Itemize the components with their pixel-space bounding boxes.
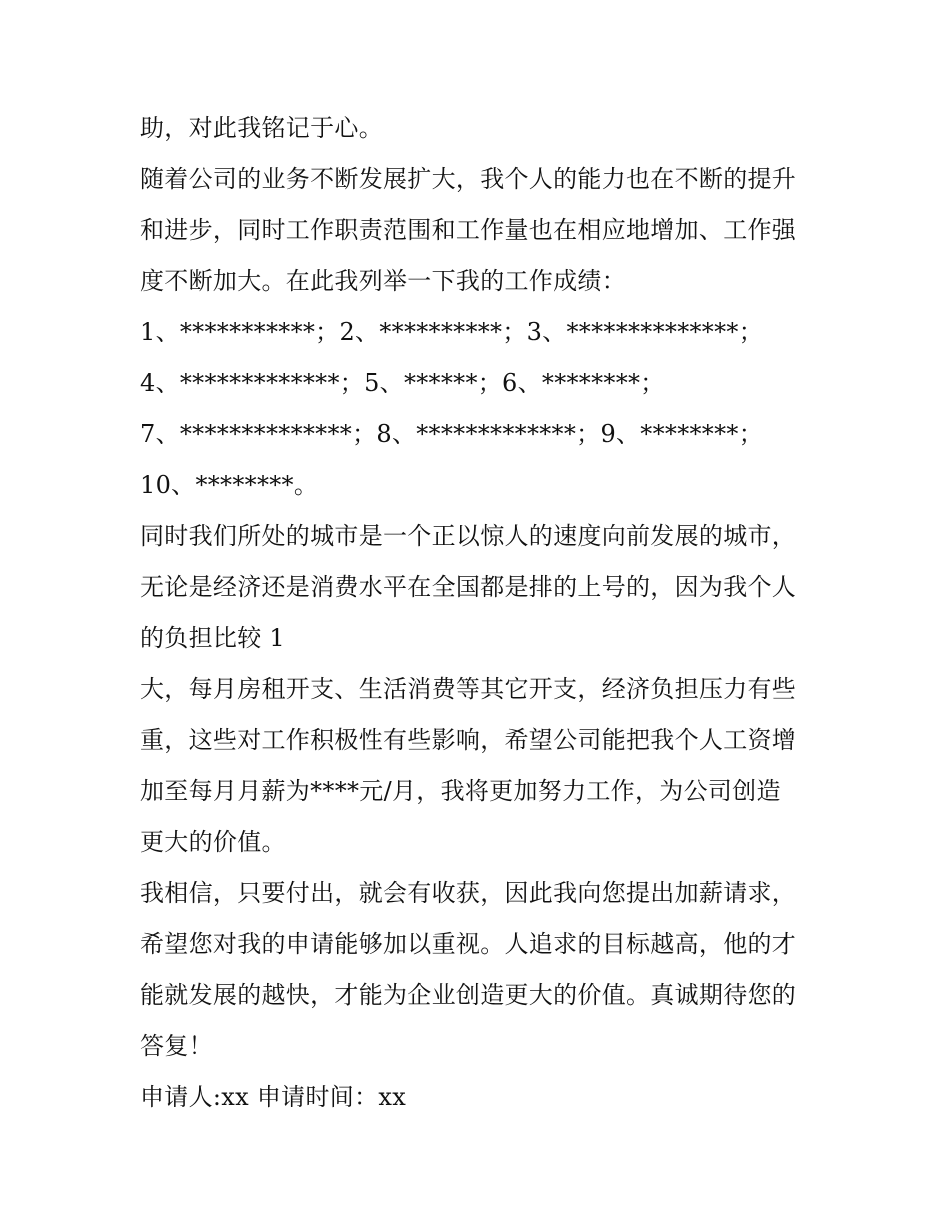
signature-line: 申请人:xx 申请时间：xx [140,1083,407,1111]
text-line: 同时我们所处的城市是一个正以惊人的速度向前发展的城市， [140,522,797,550]
text-line: 大，每月房租开支、生活消费等其它开支，经济负担压力有些 [140,675,797,703]
achievement-line: 7、**************；8、*************；9、********； [140,420,764,448]
text-line: 的负担比较 1 [140,624,285,652]
text-line: 重，这些对工作积极性有些影响，希望公司能把我个人工资增 [140,726,797,754]
text-line: 无论是经济还是消费水平在全国都是排的上号的，因为我个人 [140,573,797,601]
achievement-line: 10、********。 [140,471,319,499]
document-body [140,103,820,1123]
text-line: 随着公司的业务不断发展扩大，我个人的能力也在不断的提升 [140,165,797,193]
text-line: 度不断加大。在此我列举一下我的工作成绩： [140,267,626,295]
text-line: 更大的价值。 [140,828,286,856]
text-line: 能就发展的越快，才能为企业创造更大的价值。真诚期待您的 [140,981,797,1009]
text-line: 助，对此我铭记于心。 [140,114,383,142]
achievement-line: 4、*************；5、******；6、********； [140,369,665,397]
text-line: 答复！ [140,1032,213,1060]
text-line: 和进步，同时工作职责范围和工作量也在相应地增加、工作强 [140,216,797,244]
text-line: 我相信，只要付出，就会有收获，因此我向您提出加薪请求， [140,879,797,907]
achievement-line: 1、***********；2、**********；3、**************； [140,318,764,346]
text-line: 加至每月月薪为****元/月，我将更加努力工作，为公司创造 [140,777,781,805]
text-line: 希望您对我的申请能够加以重视。人追求的目标越高，他的才 [140,930,797,958]
